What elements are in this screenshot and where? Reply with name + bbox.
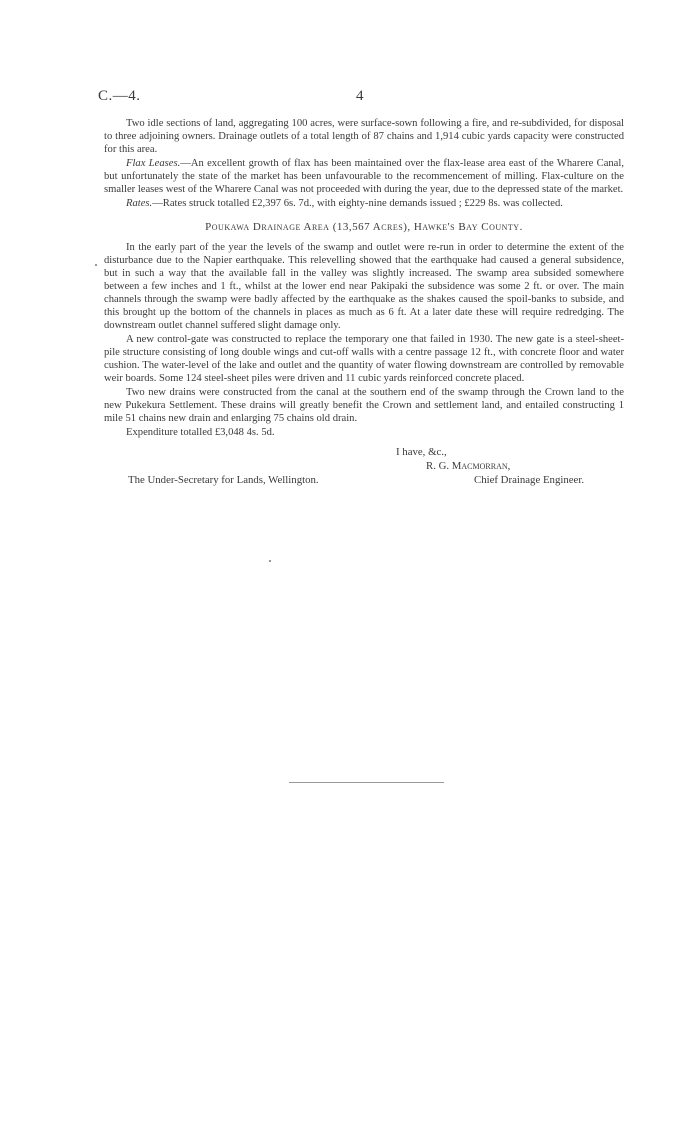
paragraph-rates xyxy=(104,197,624,210)
section-heading: Poukawa Drainage Area (13,567 Acres), Hawke's Bay County. xyxy=(205,221,523,233)
signature-name: R. G. Macmorran, xyxy=(426,460,511,472)
end-rule xyxy=(289,782,444,783)
addressee: The Under-Secretary for Lands, Wellington. xyxy=(128,474,319,486)
flax-leases-text: —An excellent growth of flax has been maintained over the flax-lease area east of the Wharere Canal, but unfortunately the state of the market has been unfavourable to the recommencement of milling. Flax-culture on the smaller leases west of the Wharere Canal was not proceeded with during the year, due to the depressed state of the market. xyxy=(104,158,624,195)
flax-leases-lead: Flax Leases. xyxy=(126,158,181,169)
rates-text: —Rates struck totalled £2,397 6s. 7d., with eighty-nine demands issued ; £229 8s. was collected. xyxy=(152,198,563,209)
signature-title: Chief Drainage Engineer. xyxy=(474,474,585,486)
paragraph-new-drains: Two new drains were constructed from the canal at the southern end of the swamp through the Crown land to the new Pukekura Settlement. These drains will greatly benefit the Crown and settlement land, and entailed constructing 1 mile 51 chains new drain and enlarging 75 chains old drain. xyxy=(104,387,624,424)
paragraph-expenditure: Expenditure totalled £3,048 4s. 5d. xyxy=(126,427,275,438)
paragraph-flax-leases xyxy=(104,157,624,196)
scan-speck xyxy=(269,560,271,562)
scan-speck xyxy=(95,264,97,266)
signature-block xyxy=(104,443,624,495)
document-reference: C.—4. xyxy=(98,88,141,104)
paragraph-control-gate: A new control-gate was constructed to replace the temporary one that failed in 1930. The new gate is a steel-sheet-pile structure consisting of long double wings and cut-off walls with a centre passage 12 ft., with concrete floor and water cushion. The water-level of the lake and outlet and the quantity of water flowing downstream are controlled by removable weir boards. Some 124 steel-sheet piles were driven and 11 cubic yards reinforced concrete placed. xyxy=(104,334,624,384)
rates-lead: Rates. xyxy=(126,198,153,209)
paragraph-land-sections: Two idle sections of land, aggregating 100 acres, were surface-sown following a fire, and re-subdivided, for disposal to three adjoining owners. Drainage outlets of a total length of 87 chains and 1,914 cubic yards capacity were constructed for this area. xyxy=(104,118,624,155)
paragraph-earthquake-levels: In the early part of the year the levels of the swamp and outlet were re-run in order to determine the extent of the disturbance due to the Napier earthquake. This relevelling showed that the earthquake had caused a general subsidence, but in such a way that the available fall in the valley was slightly increased. The swamp area subsided somewhere between a few inches and 1 ft., whilst at the lower end near Pakipaki the subsidence was some 2 ft. or over. The main channels through the swamp were badly affected by the earthquake as the shakes caused the spoil-banks to subside, and this brought up the bottom of the channels in places as much as 6 ft. At a later date these will require redredging. The downstream outlet channel suffered slight damage only. xyxy=(104,242,624,331)
signature-closing: I have, &c., xyxy=(396,446,447,458)
report-body xyxy=(104,117,624,495)
page-number: 4 xyxy=(356,88,364,104)
